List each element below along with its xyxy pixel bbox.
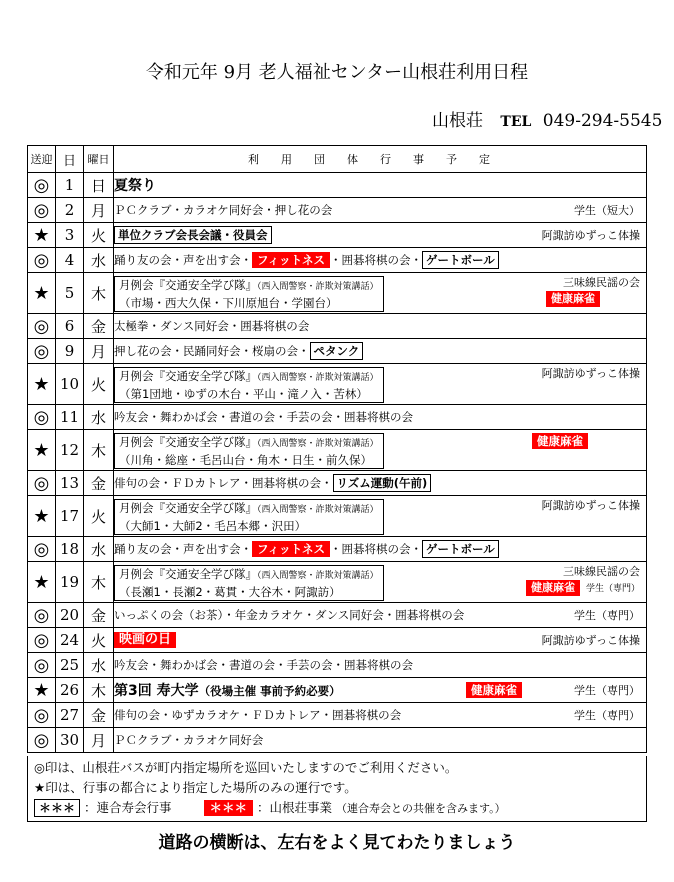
lecture-title: 月例会『交通安全学び隊』 — [119, 500, 257, 515]
table-header — [28, 146, 647, 173]
right-stack — [542, 366, 640, 382]
table-row — [28, 562, 647, 603]
weekday: 月 — [84, 339, 114, 364]
table-row — [28, 273, 647, 314]
mahjong-badge: 健康麻雀 — [546, 291, 600, 307]
weekday: 木 — [84, 273, 114, 314]
lecture-title: 月例会『交通安全学び隊』 — [119, 277, 257, 292]
table-row — [28, 703, 647, 728]
day-number: 3 — [56, 223, 84, 248]
lecture-title: 月例会『交通安全学び隊』 — [119, 566, 257, 581]
lecture-box — [114, 499, 384, 535]
highlight-event: 映画の日 — [114, 632, 176, 648]
table-row — [28, 678, 647, 703]
mahjong-badge: 健康麻雀 — [526, 580, 580, 596]
legend-yamane: ：山根荘事業 — [257, 800, 333, 815]
right-top-label: 三味線民謡の会 — [563, 565, 640, 578]
right-top-label: 阿諏訪ゆずっこ体操 — [541, 367, 640, 380]
weekday: 水 — [84, 537, 114, 562]
day-number: 27 — [56, 703, 84, 728]
schedule-table — [27, 145, 647, 753]
event-cell — [114, 339, 647, 364]
weekday: 木 — [84, 430, 114, 471]
day-number: 1 — [56, 173, 84, 198]
right-label: 阿諏訪ゆずっこ体操 — [541, 634, 640, 647]
lecture-areas: （市場・西大久保・下川原旭台・学園台） — [119, 295, 338, 310]
pickup-mark: ★ — [28, 223, 56, 248]
pickup-mark: ◎ — [28, 537, 56, 562]
weekday: 月 — [84, 198, 114, 223]
day-number: 17 — [56, 496, 84, 537]
event-main: ＰＣクラブ・カラオケ同好会 — [114, 733, 264, 747]
weekday: 火 — [84, 496, 114, 537]
day-number: 20 — [56, 603, 84, 628]
pickup-mark: ◎ — [28, 703, 56, 728]
highlight-event: フィットネス — [252, 252, 330, 268]
day-number: 25 — [56, 653, 84, 678]
lecture-box — [114, 433, 384, 469]
table-row — [28, 628, 647, 653]
table-row — [28, 173, 647, 198]
right-label: 学生（短大） — [574, 204, 640, 217]
table-row — [28, 603, 647, 628]
header-pickup: 送迎 — [28, 146, 56, 173]
tel-number: 049-294-5545 — [542, 111, 663, 131]
legend-note: （連合寿会との共催を含みます。） — [336, 802, 506, 815]
boxed-event: ゲートボール — [422, 540, 499, 558]
pickup-mark: ◎ — [28, 314, 56, 339]
pickup-mark: ★ — [28, 364, 56, 405]
table-row — [28, 198, 647, 223]
event-main: 第3回 寿大学 — [114, 683, 199, 699]
day-number: 30 — [56, 728, 84, 753]
event-main: 単位クラブ会長会議・役員会 — [114, 226, 272, 244]
lecture-line-1 — [119, 500, 379, 518]
pickup-mark: ◎ — [28, 173, 56, 198]
event-after: ・囲碁将棋の会・ — [329, 542, 422, 556]
lecture-box — [114, 565, 384, 601]
notes-box — [27, 756, 647, 822]
event-main: 踊り友の会・声を出す会・ — [114, 542, 252, 556]
right-top-label: 三味線民謡の会 — [563, 276, 640, 289]
lecture-areas: （川角・総座・毛呂山台・角木・日生・前久保） — [119, 452, 372, 467]
lecture-line-1 — [119, 566, 379, 584]
header-weekday: 曜日 — [84, 146, 114, 173]
pickup-mark: ◎ — [28, 653, 56, 678]
event-cell — [114, 198, 647, 223]
event-cell — [114, 603, 647, 628]
weekday: 金 — [84, 703, 114, 728]
lecture-title: 月例会『交通安全学び隊』 — [119, 434, 257, 449]
event-cell — [114, 728, 647, 753]
lecture-title: 月例会『交通安全学び隊』 — [119, 368, 257, 383]
table-row — [28, 430, 647, 471]
lecture-sub: （西入間警察・詐欺対策講話） — [257, 372, 379, 383]
legend-rengo: ：連合寿会行事 — [84, 800, 172, 815]
lecture-areas: （大師1・大師2・毛呂本郷・沢田） — [119, 518, 307, 533]
event-main: 吟友会・舞わかば会・書道の会・手芸の会・囲碁将棋の会 — [114, 658, 413, 672]
header-events: 利用団体行事予定 — [114, 146, 647, 173]
event-main: 俳句の会・ゆずカラオケ・ＦＤカトレア・囲碁将棋の会 — [114, 708, 402, 722]
table-row — [28, 496, 647, 537]
mahjong-badge: 健康麻雀 — [532, 433, 588, 449]
event-cell — [114, 703, 647, 728]
weekday: 日 — [84, 173, 114, 198]
lecture-areas: （長瀬1・長瀬2・葛貫・大谷木・阿諏訪） — [119, 584, 341, 599]
day-number: 11 — [56, 405, 84, 430]
right-stack — [526, 564, 640, 597]
stars-legend-black: ＊＊＊ — [34, 799, 80, 817]
boxed-event: リズム運動(午前) — [333, 474, 432, 492]
lecture-line-1 — [119, 434, 379, 452]
table-row — [28, 223, 647, 248]
pickup-mark: ★ — [28, 562, 56, 603]
table-row — [28, 728, 647, 753]
boxed-event: ゲートボール — [422, 251, 499, 269]
page-title: 令和元年 9月 老人福祉センター山根荘利用日程 — [145, 62, 529, 83]
table-row — [28, 405, 647, 430]
lecture-sub: （西入間警察・詐欺対策講話） — [257, 570, 379, 581]
event-cell — [114, 314, 647, 339]
event-main: 夏祭り — [114, 178, 156, 194]
event-main: 太極拳・ダンス同好会・囲碁将棋の会 — [114, 319, 310, 333]
event-main: 押し花の会・民踊同好会・桜扇の会・ — [114, 344, 310, 358]
weekday: 月 — [84, 728, 114, 753]
day-number: 5 — [56, 273, 84, 314]
pickup-mark: ◎ — [28, 728, 56, 753]
table-row — [28, 471, 647, 496]
weekday: 火 — [84, 364, 114, 405]
table-row — [28, 653, 647, 678]
mahjong-badge: 健康麻雀 — [466, 682, 522, 698]
day-number: 4 — [56, 248, 84, 273]
event-cell — [114, 405, 647, 430]
right-red-line — [526, 580, 640, 597]
day-number: 18 — [56, 537, 84, 562]
weekday: 火 — [84, 223, 114, 248]
stars-legend-red: ＊＊＊ — [204, 800, 254, 816]
day-number: 26 — [56, 678, 84, 703]
right-stack — [542, 498, 640, 514]
lecture-sub: （西入間警察・詐欺対策講話） — [257, 438, 379, 449]
weekday: 火 — [84, 628, 114, 653]
pickup-mark: ◎ — [28, 405, 56, 430]
event-cell — [114, 273, 647, 314]
right-label: 学生（専門） — [574, 684, 640, 697]
event-cell — [114, 248, 647, 273]
note-line-1: ◎印は、山根荘バスが町内指定場所を巡回いたしますのでご利用ください。 — [34, 760, 458, 775]
right-top-label: 阿諏訪ゆずっこ体操 — [541, 499, 640, 512]
day-number: 2 — [56, 198, 84, 223]
weekday: 水 — [84, 653, 114, 678]
pickup-mark: ◎ — [28, 198, 56, 223]
right-label: 阿諏訪ゆずっこ体操 — [541, 229, 640, 242]
event-sub: （役場主催 事前予約必要） — [198, 684, 341, 698]
day-number: 19 — [56, 562, 84, 603]
table-row — [28, 537, 647, 562]
pickup-mark: ◎ — [28, 248, 56, 273]
right-stack — [546, 275, 640, 307]
student-label: 学生（専門） — [585, 584, 640, 594]
note-line-3 — [34, 798, 640, 819]
note-line-2: ★印は、行事の都合により指定した場所のみの運行です。 — [34, 780, 357, 795]
table-row — [28, 314, 647, 339]
pickup-mark: ★ — [28, 430, 56, 471]
weekday: 水 — [84, 248, 114, 273]
lecture-line-1 — [119, 277, 379, 295]
event-cell — [114, 173, 647, 198]
highlight-event: フィットネス — [252, 541, 330, 557]
event-cell — [114, 223, 647, 248]
table-row — [28, 248, 647, 273]
lecture-sub: （西入間警察・詐欺対策講話） — [257, 281, 379, 292]
event-cell — [114, 364, 647, 405]
right-label: 学生（専門） — [574, 609, 640, 622]
weekday: 金 — [84, 471, 114, 496]
event-main: 踊り友の会・声を出す会・ — [114, 253, 252, 267]
table-row — [28, 364, 647, 405]
pickup-mark: ★ — [28, 678, 56, 703]
day-number: 10 — [56, 364, 84, 405]
event-cell — [114, 537, 647, 562]
event-main: 俳句の会・ＦＤカトレア・囲碁将棋の会・ — [114, 476, 333, 490]
event-main: いっぷくの会（お茶）・年金カラオケ・ダンス同好会・囲碁将棋の会 — [114, 608, 465, 622]
event-cell — [114, 653, 647, 678]
day-number: 9 — [56, 339, 84, 364]
event-cell — [114, 430, 647, 471]
event-after: ・囲碁将棋の会・ — [329, 253, 422, 267]
event-cell — [114, 562, 647, 603]
weekday: 金 — [84, 314, 114, 339]
weekday: 木 — [84, 562, 114, 603]
day-number: 24 — [56, 628, 84, 653]
lecture-line-1 — [119, 368, 379, 386]
event-cell — [114, 496, 647, 537]
weekday: 水 — [84, 405, 114, 430]
lecture-box — [114, 276, 384, 312]
boxed-event: ペタンク — [310, 342, 364, 360]
pickup-mark: ◎ — [28, 603, 56, 628]
pickup-mark: ◎ — [28, 471, 56, 496]
event-cell — [114, 628, 647, 653]
pickup-mark: ◎ — [28, 628, 56, 653]
event-cell — [114, 678, 647, 703]
pickup-mark: ◎ — [28, 339, 56, 364]
event-cell — [114, 471, 647, 496]
day-number: 6 — [56, 314, 84, 339]
weekday: 木 — [84, 678, 114, 703]
pickup-mark: ★ — [28, 273, 56, 314]
header-day: 日 — [56, 146, 84, 173]
right-label: 学生（専門） — [574, 709, 640, 722]
org-info — [432, 106, 662, 131]
lecture-areas: （第1団地・ゆずの木台・平山・滝ノ入・苦林） — [119, 386, 368, 401]
footer-message: 道路の横断は、左右をよく見てわたりましょう — [158, 833, 516, 853]
event-main: 吟友会・舞わかば会・書道の会・手芸の会・囲碁将棋の会 — [114, 410, 413, 424]
lecture-sub: （西入間警察・詐欺対策講話） — [257, 504, 379, 515]
org-name: 山根荘 — [432, 111, 483, 131]
day-number: 13 — [56, 471, 84, 496]
table-row — [28, 339, 647, 364]
day-number: 12 — [56, 430, 84, 471]
lecture-box — [114, 367, 384, 403]
event-main: ＰＣクラブ・カラオケ同好会・押し花の会 — [114, 203, 333, 217]
right-red-line — [546, 291, 600, 307]
weekday: 金 — [84, 603, 114, 628]
pickup-mark: ★ — [28, 496, 56, 537]
tel-label: TEL — [500, 114, 532, 130]
